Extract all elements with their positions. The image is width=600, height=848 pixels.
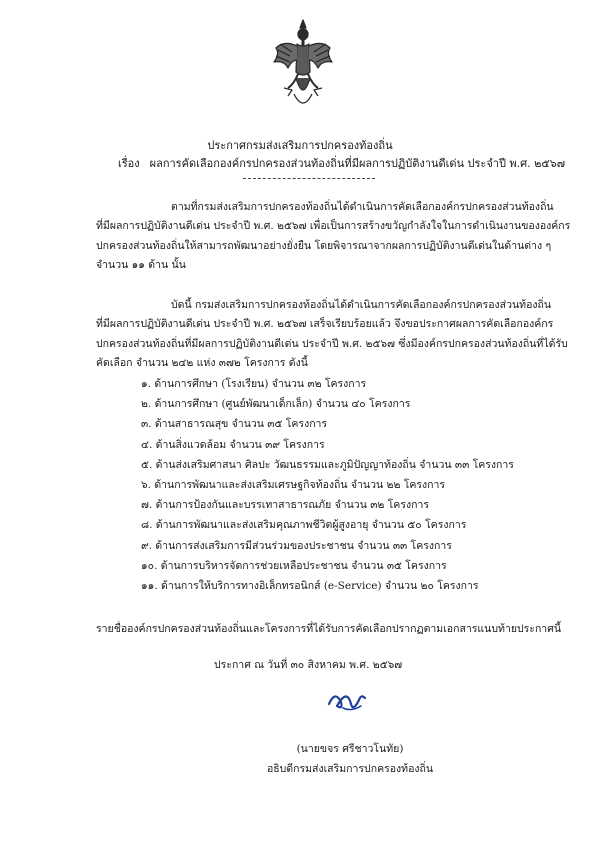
list-item: ๘. ด้านการพัฒนาและส่งเสริมคุณภาพชีวิตผู้สูงอายุ จำนวน ๕๐ โครงการ	[141, 519, 467, 532]
list-item: ๖. ด้านการพัฒนาและส่งเสริมเศรษฐกิจท้องถิ่น จำนวน ๒๒ โครงการ	[141, 479, 446, 492]
list-item: ๒. ด้านการศึกษา (ศูนย์พัฒนาเด็กเล็ก) จำนวน ๔๐ โครงการ	[141, 398, 411, 411]
header-divider	[243, 178, 375, 179]
paragraph-line: ที่มีผลการปฏิบัติงานดีเด่น ประจำปี พ.ศ. ๒๕๖๗ เพื่อเป็นการสร้างขวัญกำลังใจในการดำเนินงานขององค์กร	[96, 220, 571, 233]
list-item: ๑. ด้านการศึกษา (โรงเรียน) จำนวน ๓๒ โครงการ	[141, 378, 367, 390]
garuda-emblem-icon	[270, 14, 336, 114]
closing-statement: รายชื่อองค์กรปกครองส่วนท้องถิ่นและโครงการที่ได้รับการคัดเลือกปรากฏตามเอกสารแนบท้ายประกาศนี้	[96, 623, 562, 635]
paragraph-line: คัดเลือก จำนวน ๒๔๒ แห่ง ๓๗๒ โครงการ ดังนี้	[96, 357, 308, 370]
issuer-title: ประกาศกรมส่งเสริมการปกครองท้องถิ่น	[207, 139, 393, 152]
paragraph-line: ปกครองส่วนท้องถิ่นที่มีผลการปฏิบัติงานดีเด่น ประจำปี พ.ศ. ๒๕๖๗ ซึ่งมีองค์กรปกครองส่วนท้องถิ่นที่ได้รับ	[96, 337, 568, 350]
paragraph-intro	[96, 198, 571, 276]
list-item: ๙. ด้านการส่งเสริมการมีส่วนร่วมของประชาชน จำนวน ๓๓ โครงการ	[141, 539, 452, 552]
list-item: ๑๐. ด้านการบริหารจัดการช่วยเหลือประชาชน จำนวน ๓๕ โครงการ	[141, 559, 447, 572]
date-line: ประกาศ ณ วันที่ ๓๐ สิงหาคม พ.ศ. ๒๕๖๗	[214, 659, 403, 671]
signer-name: (นายขจร ศรีชาวโนทัย)	[296, 743, 404, 755]
list-item: ๑๑. ด้านการให้บริการทางอิเล็กทรอนิกส์ (e-Service) จำนวน ๒๐ โครงการ	[141, 580, 479, 593]
subject-text: ผลการคัดเลือกองค์กรปกครองส่วนท้องถิ่นที่มีผลการปฏิบัติงานดีเด่น ประจำปี พ.ศ. ๒๕๖๗	[149, 157, 565, 170]
paragraph-line: ตามที่กรมส่งเสริมการปกครองท้องถิ่นได้ดำเนินการคัดเลือกองค์กรปกครองส่วนท้องถิ่น	[171, 201, 554, 213]
paragraph-result	[96, 296, 568, 374]
signer-title: อธิบดีกรมส่งเสริมการปกครองท้องถิ่น	[266, 763, 434, 775]
paragraph-line: ที่มีผลการปฏิบัติงานดีเด่น ประจำปี พ.ศ. ๒๕๖๗ เสร็จเรียบร้อยแล้ว จึงขอประกาศผลการคัดเลือกองค์กร	[96, 318, 554, 331]
list-item: ๓. ด้านสาธารณสุข จำนวน ๓๕ โครงการ	[141, 418, 328, 431]
subject-label: เรื่อง	[118, 157, 140, 170]
paragraph-line: จำนวน ๑๑ ด้าน นั้น	[96, 259, 186, 272]
category-list	[141, 374, 514, 596]
subject-line	[118, 154, 565, 172]
list-item: ๕. ด้านส่งเสริมศาสนา ศิลปะ วัฒนธรรมและภูมิปัญญาท้องถิ่น จำนวน ๓๓ โครงการ	[141, 458, 514, 471]
list-item: ๗. ด้านการป้องกันและบรรเทาสาธารณภัย จำนวน ๓๒ โครงการ	[141, 499, 429, 512]
paragraph-line: บัดนี้ กรมส่งเสริมการปกครองท้องถิ่นได้ดำเนินการคัดเลือกองค์กรปกครองส่วนท้องถิ่น	[171, 299, 552, 311]
signature-image	[325, 682, 369, 716]
list-item: ๔. ด้านสิ่งแวดล้อม จำนวน ๓๙ โครงการ	[141, 438, 325, 451]
paragraph-line: ปกครองส่วนท้องถิ่นให้สามารถพัฒนาอย่างยั่งยืน โดยพิจารณาจากผลการปฏิบัติงานดีเด่นในด้านต่าง ๆ	[96, 239, 552, 252]
